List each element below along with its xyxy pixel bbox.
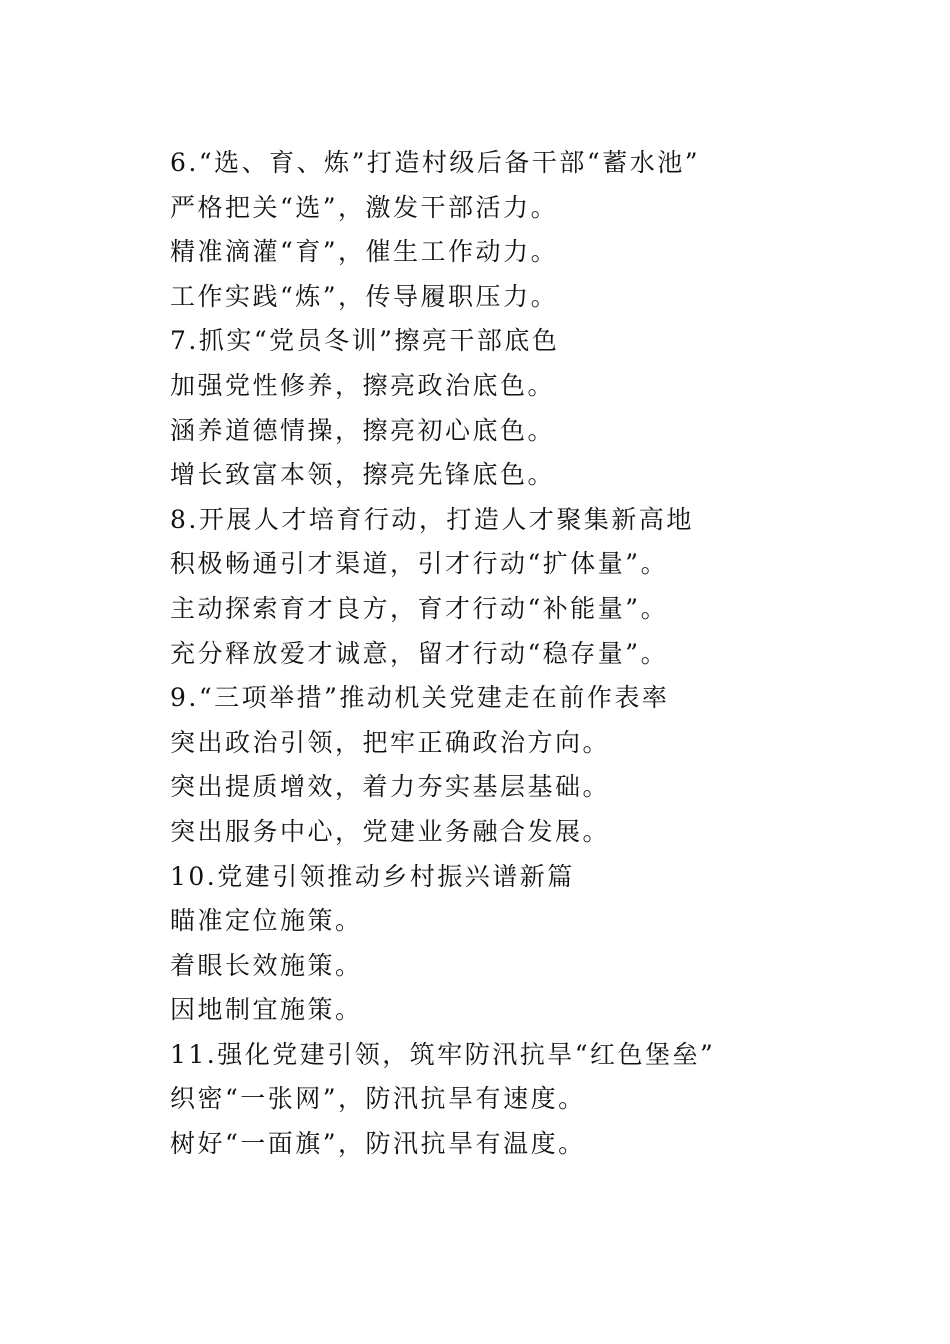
paragraph-line: 严格把关“选”，激发干部活力。 [170,192,559,222]
paragraph-line: 突出提质增效，着力夯实基层基础。 [170,772,611,802]
paragraph-line: 突出服务中心，党建业务融合发展。 [170,816,611,846]
heading-9: 9.“三项举措”推动机关党建走在前作表率 [170,683,670,713]
paragraph-line: 因地制宜施策。 [170,995,363,1025]
paragraph-line: 涵养道德情操，擦亮初心底色。 [170,415,556,445]
paragraph-line: 织密“一张网”，防汛抗旱有速度。 [170,1084,586,1114]
paragraph-line: 积极畅通引才渠道，引才行动“扩体量”。 [170,549,669,579]
paragraph-line: 加强党性修养，擦亮政治底色。 [170,370,556,400]
heading-6: 6.“选、育、炼”打造村级后备干部“蓄水池” [170,148,700,177]
paragraph-line: 着眼长效施策。 [170,950,363,980]
paragraph-line: 树好“一面旗”，防汛抗旱有温度。 [170,1129,586,1159]
document-body [170,141,870,1167]
heading-8: 8.开展人才培育行动，打造人才聚集新高地 [170,504,694,534]
paragraph-line: 主动探索育才良方，育才行动“补能量”。 [170,593,669,623]
paragraph-line: 突出政治引领，把牢正确政治方向。 [170,727,611,757]
paragraph-line: 精准滴灌“育”，催生工作动力。 [170,237,559,267]
paragraph-line: 充分释放爱才诚意，留才行动“稳存量”。 [170,638,669,668]
paragraph-line: 工作实践“炼”，传导履职压力。 [170,281,559,311]
heading-11: 11.强化党建引领，筑牢防汛抗旱“红色堡垒” [170,1039,716,1069]
heading-7: 7.抓实“党员冬训”擦亮干部底色 [170,326,560,356]
paragraph-line: 增长致富本领，擦亮先锋底色。 [170,460,556,490]
paragraph-line: 瞄准定位施策。 [170,906,363,936]
heading-10: 10.党建引领推动乡村振兴谱新篇 [170,861,575,891]
